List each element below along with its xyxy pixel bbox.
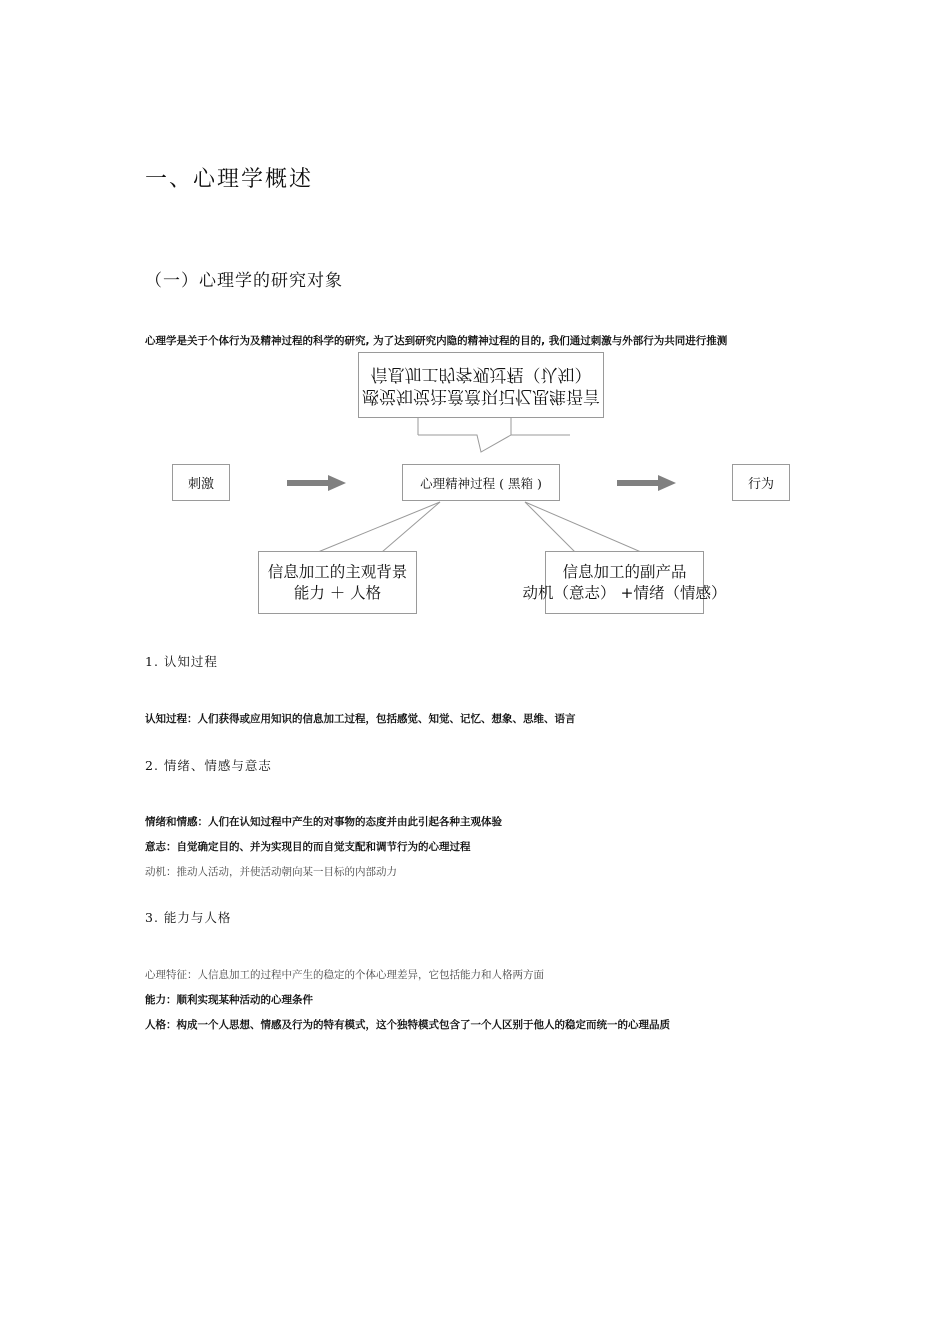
section-3-line-2-label: 能力： [145,994,177,1006]
cognition-box-line2: 感觉知觉注意意识记忆思维语言 [362,386,600,406]
page-title: 一、心理学概述 [145,167,314,192]
left-callout-line-a [318,502,440,552]
mental-process-box [402,464,560,501]
section-2-title: 2. 情绪、情感与意志 [145,758,272,773]
left-callout-line-b [382,502,440,552]
section-2-line-2 [145,839,471,854]
section-3-line-3-label: 人格： [145,1019,177,1031]
right-callout-line-a [525,502,575,552]
arrow-stimulus-to-process [287,475,346,491]
section-1-title: 1. 认知过程 [145,654,218,669]
section-3-line-2-text: 顺利实现某种活动的心理条件 [176,994,313,1006]
section-2-line-3: 动机：推动人活动，并使活动朝向某一目标的内部动力 [145,866,397,878]
section-3-title: 3. 能力与人格 [145,910,232,925]
section-3-line-2 [145,992,313,1007]
stimulus-label: 刺激 [187,477,214,492]
mental-process-label: 心理精神过程 ( 黑箱 ) [420,475,542,491]
section-2-line-2-text: 自觉确定目的、并为实现目的而自觉支配和调节行为的心理过程 [176,841,471,853]
section-2-line-1-label: 情绪和情感： [145,816,208,828]
right-callout-line-b [525,502,641,552]
by-product-line2: 动机（意志） +情绪（情感） [522,583,727,602]
behavior-label: 行为 [747,477,774,492]
section-1-label: 认知过程： [145,713,198,725]
behavior-box [732,464,790,501]
section-3-line-1: 心理特征：人信息加工的过程中产生的稳定的个体心理差异，它包括能力和人格两方面 [145,969,544,981]
stimulus-box [172,464,230,501]
subjective-background-line2: 能力 ＋ 人格 [293,583,382,602]
subjective-background-box [258,551,417,614]
section-heading: （一）心理学的研究对象 [145,271,343,291]
section-1-text: 人们获得或应用知识的信息加工过程，包括感觉、知觉、记忆、想象、思维、语言 [197,713,576,725]
section-2-line-1 [145,814,502,829]
section-2-line-1-text: 人们在认知过程中产生的对事物的态度并由此引起各种主观体验 [208,816,502,828]
cognition-box-line1: 信息加工的客观过程（认知） [370,364,592,384]
intro-paragraph: 心理学是关于个体行为及精神过程的科学的研究, 为了达到研究内隐的精神过程的目的, 我们通过刺激与外部行为共同进行推测 [145,335,728,347]
top-callout-tail [418,435,570,452]
subjective-background-line1: 信息加工的主观背景 [267,562,408,581]
cognition-box [358,352,604,418]
section-1-line [145,711,576,726]
arrow-process-to-behavior [617,475,676,491]
section-3-line-3-text: 构成一个人思想、情感及行为的特有模式，这个独特模式包含了一个人区别于他人的稳定而统一的心理品质 [176,1019,670,1031]
by-product-line1: 信息加工的副产品 [562,562,687,581]
section-3-line-3 [145,1017,670,1032]
by-product-box [522,551,727,614]
section-2-line-2-label: 意志： [145,841,177,853]
